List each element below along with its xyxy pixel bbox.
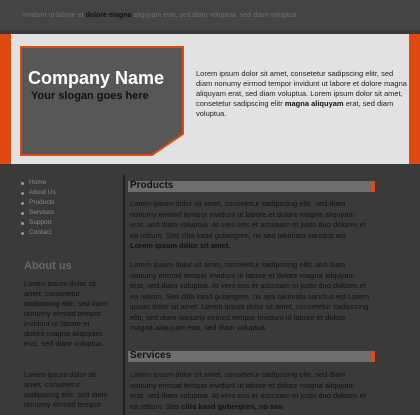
sidebar xyxy=(12,175,112,415)
products-para1-bold: Lorem ipsum dolor sit amet. xyxy=(130,241,231,250)
nav-item-home[interactable]: Home xyxy=(19,178,56,188)
top-tagline-post: aliquyam erat, sed diam voluptua. sed diam voluptua xyxy=(133,12,297,19)
intro-tail: erat, sed diam voluptua. xyxy=(196,99,394,118)
services-title: Services xyxy=(130,350,172,361)
services-paragraph-1 xyxy=(130,370,370,412)
nav-item-services[interactable]: Services xyxy=(19,208,56,218)
accent-stripe-right xyxy=(409,34,420,164)
accent-stripe-left xyxy=(0,34,11,164)
top-tagline-bold: dolore magna xyxy=(85,12,132,19)
services-para1-text: Lorem ipsum dolor sit amet, consetetur sadipscing elitr, sed diam nonumy eirmod tempor invidunt ut labore et dolore magna aliquyam erat, sed diam voluptua. At vero eos et accusam et justo duo dolores et ea rebum. Stet xyxy=(130,370,366,411)
products-paragraph-1 xyxy=(130,199,370,252)
nav-menu xyxy=(19,178,56,238)
about-paragraph-1: Lorem ipsum dolor sit amet, consetetur sadipscing elitr, sed diam nonumy eirmod tempor invidunt ut labore et dolore magna aliquyam erat, sed diam voluptua. xyxy=(24,279,108,348)
about-paragraph-2: Lorem ipsum dolor sit amet, consetetur sadipscing elitr, sed diam nonumy eirmod tempor xyxy=(24,370,108,409)
nav-item-about[interactable]: About Us xyxy=(19,188,56,198)
products-title: Products xyxy=(130,180,174,191)
nav-item-products[interactable]: Products xyxy=(19,198,56,208)
products-para1-text: Lorem ipsum dolor sit amet, consetetur sadipscing elitr, sed diam nonumy eirmod tempor invidunt ut labore et dolore magna aliquyam erat, sed diam voluptua. At vero eos et accusam et justo duo dolores et ea rebum. Stet clita kasd gubergren, no sea takimata sanctus est xyxy=(130,199,366,240)
intro-bold: magna aliquyam xyxy=(284,99,344,108)
top-bar xyxy=(0,0,420,30)
intro-text: Lorem ipsum dolor sit amet, consetetur sadipscing elitr, sed diam nonumy eirmod tempor invidunt ut labore et dolore magna aliquyam erat, sed diam voluptua. Lorem ipsum dolor sit amet, consetetur sadipscing elitr xyxy=(196,69,407,108)
products-heading xyxy=(128,181,375,192)
nav-item-support[interactable]: Support xyxy=(19,218,56,228)
header-intro xyxy=(196,69,408,119)
top-tagline xyxy=(22,12,297,19)
about-title: About us xyxy=(24,260,72,272)
nav-item-contact[interactable]: Contact xyxy=(19,228,56,238)
main-content xyxy=(123,175,408,415)
services-heading xyxy=(128,351,375,362)
services-para1-bold: clita kasd gubergren, no sea xyxy=(181,401,283,411)
top-tagline-pre: Invidunt ut labore et xyxy=(22,12,84,19)
products-paragraph-2: Lorem ipsum dolor sit amet, consetetur sadipscing elitr, sed diam nonumy eirmod tempor invidunt ut labore et dolore magna aliquyam erat, sed diam voluptua. At vero eos et accusam et justo duo dolores et ea rebum. Stet clita kasd gubergren, no sea takimata sanctus est Lorem ipsum dolor sit amet. Lorem ipsum dolor sit amet, consetetur sadipscing elitr, sed diam nonumy eirmod tempor invidunt ut labore et dolore magna aliquyam erat, sed diam voluptua. xyxy=(130,260,370,332)
logo-box[interactable] xyxy=(20,46,185,156)
slogan: Your slogan goes here xyxy=(31,90,149,102)
company-name: Company Name xyxy=(28,68,165,88)
site-header xyxy=(0,34,420,164)
